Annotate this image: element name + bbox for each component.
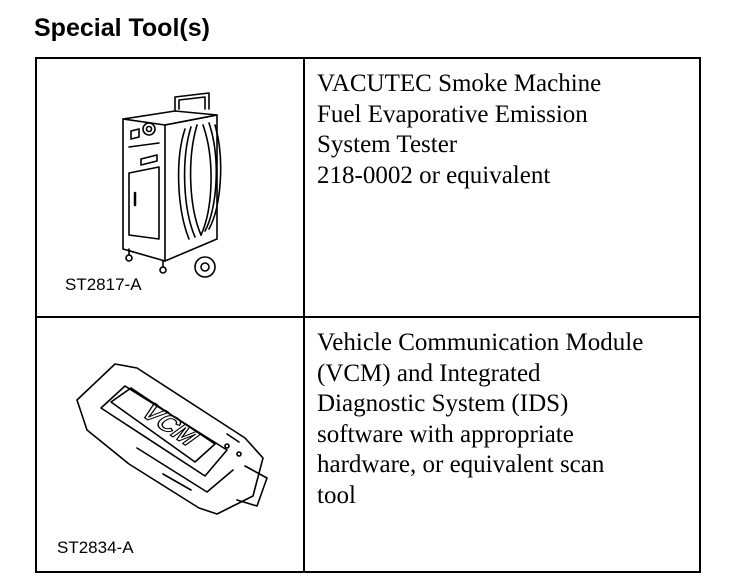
part-number: ST2834-A (57, 538, 134, 557)
tool-description (317, 69, 697, 191)
smoke-machine-icon (105, 89, 235, 289)
description-line: 218-0002 or equivalent (317, 161, 551, 189)
tool-image-cell (37, 318, 305, 571)
tool-row (37, 59, 699, 318)
tool-image-cell (37, 59, 305, 316)
description-line: (VCM) and Integrated (317, 359, 541, 387)
vcm-label: VCM (133, 399, 207, 450)
tool-description (317, 328, 697, 511)
part-number: ST2817-A (65, 275, 142, 294)
description-line: System Tester (317, 131, 458, 158)
description-line: Diagnostic System (IDS) (317, 390, 569, 417)
description-line: VACUTEC Smoke Machine (317, 70, 602, 97)
description-line: software with appropriate (317, 420, 574, 448)
tool-row (37, 318, 699, 571)
vcm-module-icon (67, 338, 277, 528)
description-line: hardware, or equivalent scan (317, 451, 605, 478)
page-title: Special Tool(s) (34, 14, 210, 42)
description-line: tool (317, 481, 356, 509)
special-tools-table (35, 57, 701, 573)
description-line: Fuel Evaporative Emission (317, 100, 588, 128)
description-line: Vehicle Communication Module (317, 329, 644, 356)
